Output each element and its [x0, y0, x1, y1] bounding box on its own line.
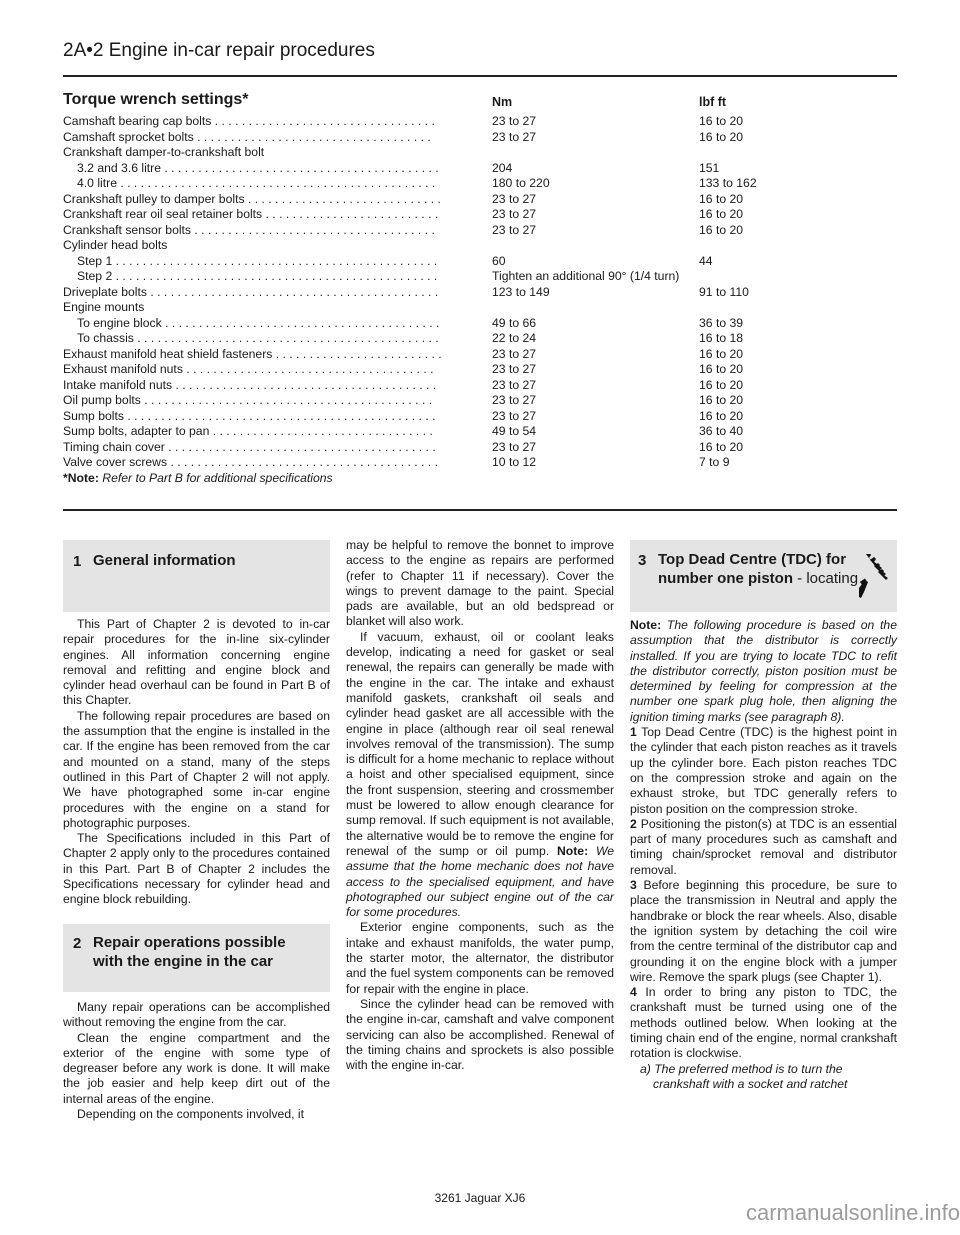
torque-row-nm: 23 to 27 — [492, 346, 537, 361]
torque-row-nm: 23 to 27 — [492, 408, 537, 423]
torque-row — [63, 192, 897, 208]
torque-row-nm: 60 — [492, 253, 506, 268]
paragraph: Exterior engine components, such as the intake and exhaust manifolds, the water pump, the starter motor, the alternator, the distributor and the fuel system components can be removed for repair with the engine in place. — [346, 920, 614, 996]
torque-row — [63, 285, 897, 301]
section-2-title-line-2: with the engine in the car — [93, 953, 274, 970]
torque-note — [63, 471, 897, 487]
torque-title: Torque wrench settings* — [63, 91, 249, 108]
paragraph: This Part of Chapter 2 is devoted to in-car repair procedures for the in-line six-cylinder engines. All information concerning engine removal and refitting and engine block and cylinder head overhaul can be found in Part B of this Chapter. — [63, 617, 330, 708]
torque-row-nm: 23 to 27 — [492, 114, 537, 128]
torque-row-lbf: 16 to 20 — [699, 114, 744, 128]
torque-row-lbf: 16 to 20 — [699, 222, 744, 237]
torque-row-lbf: 16 to 20 — [699, 393, 744, 407]
torque-settings-table — [63, 92, 897, 486]
paragraph: The following repair procedures are based on the assumption that the engine is installed in the car. If the engine has been removed from the car and mounted on a stand, many of the steps outlined in this Part of Chapter 2 will not apply. We have photographed some in-car engine procedures with the engine on a stand for photographic purposes. — [63, 708, 330, 830]
torque-row-lbf: 133 to 162 — [699, 176, 757, 190]
torque-note-text: Refer to Part B for additional specifications — [102, 470, 333, 485]
torque-note-label: *Note: — [63, 470, 99, 485]
torque-row-lbf: 36 to 39 — [699, 315, 744, 330]
paragraph: may be helpful to remove the bonnet to improve access to the engine as repairs are performed (refer to Chapter 11 if necessary). Cover the wings to prevent damage to the paint. Special pads are available, but an old bedspread or blanket will also work. — [346, 538, 614, 629]
paragraph — [630, 985, 897, 1061]
spanner-difficulty-icon — [856, 554, 892, 602]
torque-row-nm: 49 to 54 — [492, 424, 537, 438]
header-rule — [63, 75, 897, 77]
column-1-text — [63, 617, 330, 908]
torque-row-lbf: 16 to 20 — [699, 191, 744, 206]
torque-row-nm: 23 to 27 — [492, 362, 537, 376]
torque-row-lbf: 91 to 110 — [699, 284, 749, 299]
section-3-number: 3 — [638, 552, 647, 569]
paragraph — [630, 817, 897, 878]
section-3-title-line-2 — [658, 569, 858, 588]
paragraph-text: If vacuum, exhaust, oil or coolant leaks develop, indicating a need for gasket or seal renewal, the repairs can generally be made with the engine in the car. The intake and exhaust manifold gaskets, crankshaft oil seals and cylinder head gasket are all accessible with the engine in place (although rear oil seal renewal involves removal of the transmission). The sump is difficult for a home mechanic to replace without a hoist and other specialised equipment, since the front suspension, steering and crossmember must be lowered to allow enough clearance for sump removal. If such equipment is not available, the alternative would be to remove the engine for renewal of the sump or oil pump. — [346, 629, 614, 858]
torque-row — [63, 347, 897, 363]
torque-row-label: Engine mounts — [63, 300, 145, 314]
torque-table-header — [63, 92, 897, 114]
column-1-section-2-text — [63, 1000, 330, 1122]
torque-row — [63, 316, 897, 332]
torque-row-label: Camshaft sprocket bolts . . . . . . . . . . . . . . . . . . . . . . . . . . . . . . . . . . . — [63, 129, 431, 144]
torque-row-label: Crankshaft sensor bolts . . . . . . . . . . . . . . . . . . . . . . . . . . . . . . . . . . . . — [63, 222, 435, 237]
torque-row-nm: 204 — [492, 160, 513, 175]
torque-row-label: Step 2 . . . . . . . . . . . . . . . . . . . . . . . . . . . . . . . . . . . . . . . . . . . . . . . . — [77, 269, 438, 283]
step-text: Top Dead Centre (TDC) is the highest point in the cylinder that each piston reaches as it travels up the cylinder bore. Each piston reaches TDC on the compression stroke and again on the exhaust stroke, but TDC generally refers to piston position on the compression stroke. — [630, 725, 898, 816]
torque-row — [63, 440, 897, 456]
section-2-heading — [63, 924, 330, 992]
paragraph — [346, 630, 614, 921]
torque-row — [63, 114, 897, 130]
torque-row-lbf: 16 to 20 — [699, 408, 744, 423]
torque-row-label: Sump bolts, adapter to pan . . . . . . . . . . . . . . . . . . . . . . . . . . . . . . . . . — [63, 424, 433, 438]
section-3-title-suffix: - locating — [793, 570, 859, 587]
torque-row-label: Sump bolts . . . . . . . . . . . . . . . . . . . . . . . . . . . . . . . . . . . . . . . . . . . . . . — [63, 408, 436, 423]
torque-row-label: 4.0 litre . . . . . . . . . . . . . . . . . . . . . . . . . . . . . . . . . . . . . . . . . . . . . . . — [77, 176, 436, 190]
torque-row — [63, 362, 897, 378]
paragraph: The Specifications included in this Part of Chapter 2 apply only to the procedures contained in this Part. Part B of Chapter 2 includes the Specifications necessary for cylinder head and engine block rebuilding. — [63, 831, 330, 907]
torque-row-label: Intake manifold nuts . . . . . . . . . . . . . . . . . . . . . . . . . . . . . . . . . . . . . . . — [63, 377, 437, 392]
note-label: Note: — [557, 843, 589, 858]
torque-row-label: Crankshaft pulley to damper bolts . . . . . . . . . . . . . . . . . . . . . . . . . . . . . — [63, 191, 441, 206]
step-number: 1 — [630, 725, 637, 740]
torque-row-nm: 10 to 12 — [492, 455, 537, 469]
torque-row — [63, 393, 897, 409]
torque-row-nm: 23 to 27 — [492, 393, 537, 407]
torque-row-lbf: 16 to 20 — [699, 346, 744, 361]
torque-row — [63, 378, 897, 394]
torque-row-label: Timing chain cover . . . . . . . . . . . . . . . . . . . . . . . . . . . . . . . . . . . . . . . . — [63, 439, 436, 454]
torque-row-label: Valve cover screws . . . . . . . . . . . . . . . . . . . . . . . . . . . . . . . . . . . . . . . . — [63, 455, 438, 469]
torque-row-lbf: 16 to 20 — [699, 362, 744, 376]
section-rule — [63, 509, 897, 511]
section-1-number: 1 — [73, 553, 82, 570]
list-item: a) The preferred method is to turn the — [640, 1061, 843, 1076]
torque-row-label: Exhaust manifold nuts . . . . . . . . . . . . . . . . . . . . . . . . . . . . . . . . . . . . . — [63, 362, 434, 376]
torque-row — [63, 424, 897, 440]
torque-row — [63, 331, 897, 347]
torque-row-lbf: 16 to 20 — [699, 439, 744, 454]
torque-row-lbf: 16 to 20 — [699, 207, 744, 221]
section-3-title-bold: number one piston — [658, 570, 793, 587]
torque-row — [63, 223, 897, 239]
torque-row-label: Step 1 . . . . . . . . . . . . . . . . . . . . . . . . . . . . . . . . . . . . . . . . . . . . . . . . — [77, 253, 438, 268]
torque-row — [63, 455, 897, 471]
paragraph: Depending on the components involved, it — [77, 1107, 304, 1122]
section-2-number: 2 — [73, 935, 82, 952]
torque-row-label: Exhaust manifold heat shield fasteners . . . . . . . . . . . . . . . . . . . . . . . . . — [63, 346, 442, 361]
section-2-title-line-1: Repair operations possible — [93, 934, 286, 951]
torque-row — [63, 269, 897, 285]
torque-row-lbf: 16 to 18 — [699, 331, 744, 345]
torque-rows — [63, 114, 897, 471]
torque-row-label: Cylinder head bolts — [63, 238, 168, 252]
note-label: Note: — [630, 618, 662, 632]
torque-row-nm: 23 to 27 — [492, 191, 537, 206]
step-number: 3 — [630, 878, 637, 893]
torque-row — [63, 207, 897, 223]
paragraph — [630, 725, 897, 817]
step-text: Positioning the piston(s) at TDC is an essential part of many procedures such as camshaft and timing chain/sprocket removal and distributor removal. — [630, 816, 897, 877]
torque-row-nm: 123 to 149 — [492, 284, 550, 299]
list-item: crankshaft with a socket and ratchet — [653, 1076, 848, 1091]
page-footer: 3261 Jaguar XJ6 — [434, 1191, 526, 1205]
step-number: 4 — [630, 985, 637, 1000]
section-1-heading — [63, 540, 330, 612]
paragraph: Clean the engine compartment and the exterior of the engine with some type of degreaser before any work is done. It will make the job easier and help keep dirt out of the internal areas of the engine. — [63, 1030, 330, 1106]
torque-row — [63, 238, 897, 254]
torque-row — [63, 409, 897, 425]
paragraph — [630, 618, 897, 725]
column-lbf: lbf ft — [699, 95, 727, 109]
paragraph — [630, 878, 897, 985]
torque-row-nm: 180 to 220 — [492, 176, 550, 190]
column-2-text — [346, 538, 614, 1073]
torque-row-nm: 23 to 27 — [492, 377, 537, 392]
torque-row — [63, 300, 897, 316]
torque-row-nm: 23 to 27 — [492, 129, 537, 144]
torque-row-lbf: 151 — [699, 160, 720, 175]
section-3-title-line-1: Top Dead Centre (TDC) for — [658, 551, 847, 568]
torque-row — [63, 161, 897, 177]
torque-row-label: Oil pump bolts . . . . . . . . . . . . . . . . . . . . . . . . . . . . . . . . . . . . . . . . . . . — [63, 393, 433, 407]
section-3-heading — [630, 540, 897, 612]
section-1-title: General information — [93, 552, 236, 569]
step-number: 2 — [630, 816, 637, 831]
torque-row-label: Crankshaft damper-to-crankshaft bolt — [63, 145, 265, 159]
column-3-text — [630, 618, 897, 1092]
torque-row-lbf: 44 — [699, 253, 713, 268]
torque-row-nm: 49 to 66 — [492, 315, 537, 330]
torque-row-label: To engine block . . . . . . . . . . . . . . . . . . . . . . . . . . . . . . . . . . . . . . . . . — [77, 315, 440, 330]
paragraph: Many repair operations can be accomplished without removing the engine from the car. — [63, 1000, 330, 1030]
torque-row-label: To chassis . . . . . . . . . . . . . . . . . . . . . . . . . . . . . . . . . . . . . . . . . . . . . — [77, 331, 439, 345]
torque-row-nm: 23 to 27 — [492, 439, 537, 454]
torque-row-nm: 23 to 27 — [492, 222, 537, 237]
torque-row-label: 3.2 and 3.6 litre . . . . . . . . . . . . . . . . . . . . . . . . . . . . . . . . . . . . . . . . . — [77, 160, 439, 175]
torque-row-lbf: 16 to 20 — [699, 129, 744, 144]
torque-row-lbf: 7 to 9 — [699, 455, 730, 469]
watermark-logo: carmanualsonline.info — [745, 1200, 960, 1225]
note-text: The following procedure is based on the assumption that the distributor is correctly installed. If you are trying to locate TDC to refit the distributor correctly, piston position must be determined by feeling for compression at the number one spark plug hole, then aligning the ignition timing marks (see paragraph 8). — [630, 618, 897, 724]
torque-row-lbf: 36 to 40 — [699, 424, 744, 438]
column-nm: Nm — [492, 95, 513, 109]
paragraph: Since the cylinder head can be removed with the engine in-car, camshaft and valve component servicing can also be accomplished. Renewal of the timing chains and sprockets is also possible with the engine in-car. — [346, 996, 614, 1073]
page-header: 2A•2 Engine in-car repair procedures — [63, 40, 375, 61]
torque-row-nm: 22 to 24 — [492, 331, 537, 345]
torque-row-label: Camshaft bearing cap bolts . . . . . . . . . . . . . . . . . . . . . . . . . . . . . . . . . — [63, 114, 435, 128]
step-text: Before beginning this procedure, be sure to place the transmission in Neutral and apply the handbrake or block the rear wheels. Also, disable the ignition system by detaching the coil wire from the centre terminal of the distributor cap and grounding it on the engine block with a jumper wire. Remove the spark plugs (see Chapter 1). — [630, 878, 897, 984]
torque-row-nm: 23 to 27 — [492, 207, 537, 221]
torque-row-lbf: 16 to 20 — [699, 377, 744, 392]
step-text: In order to bring any piston to TDC, the crankshaft must be turned using one of the methods outlined below. When looking at the timing chain end of the engine, normal crankshaft rotation is clockwise. — [630, 985, 897, 1061]
torque-row — [63, 145, 897, 161]
torque-row — [63, 130, 897, 146]
torque-row-label: Crankshaft rear oil seal retainer bolts . . . . . . . . . . . . . . . . . . . . . . . . . . — [63, 207, 439, 221]
note-text: We assume that the home mechanic does not have access to the specialised equipment, and have photographed our subject engine out of the car for some procedures. — [346, 843, 615, 920]
torque-row-nm: Tighten an additional 90° (1/4 turn) — [492, 269, 680, 283]
torque-row — [63, 176, 897, 192]
torque-row-label: Driveplate bolts . . . . . . . . . . . . . . . . . . . . . . . . . . . . . . . . . . . . . . . . . . . — [63, 284, 439, 299]
torque-row — [63, 254, 897, 270]
